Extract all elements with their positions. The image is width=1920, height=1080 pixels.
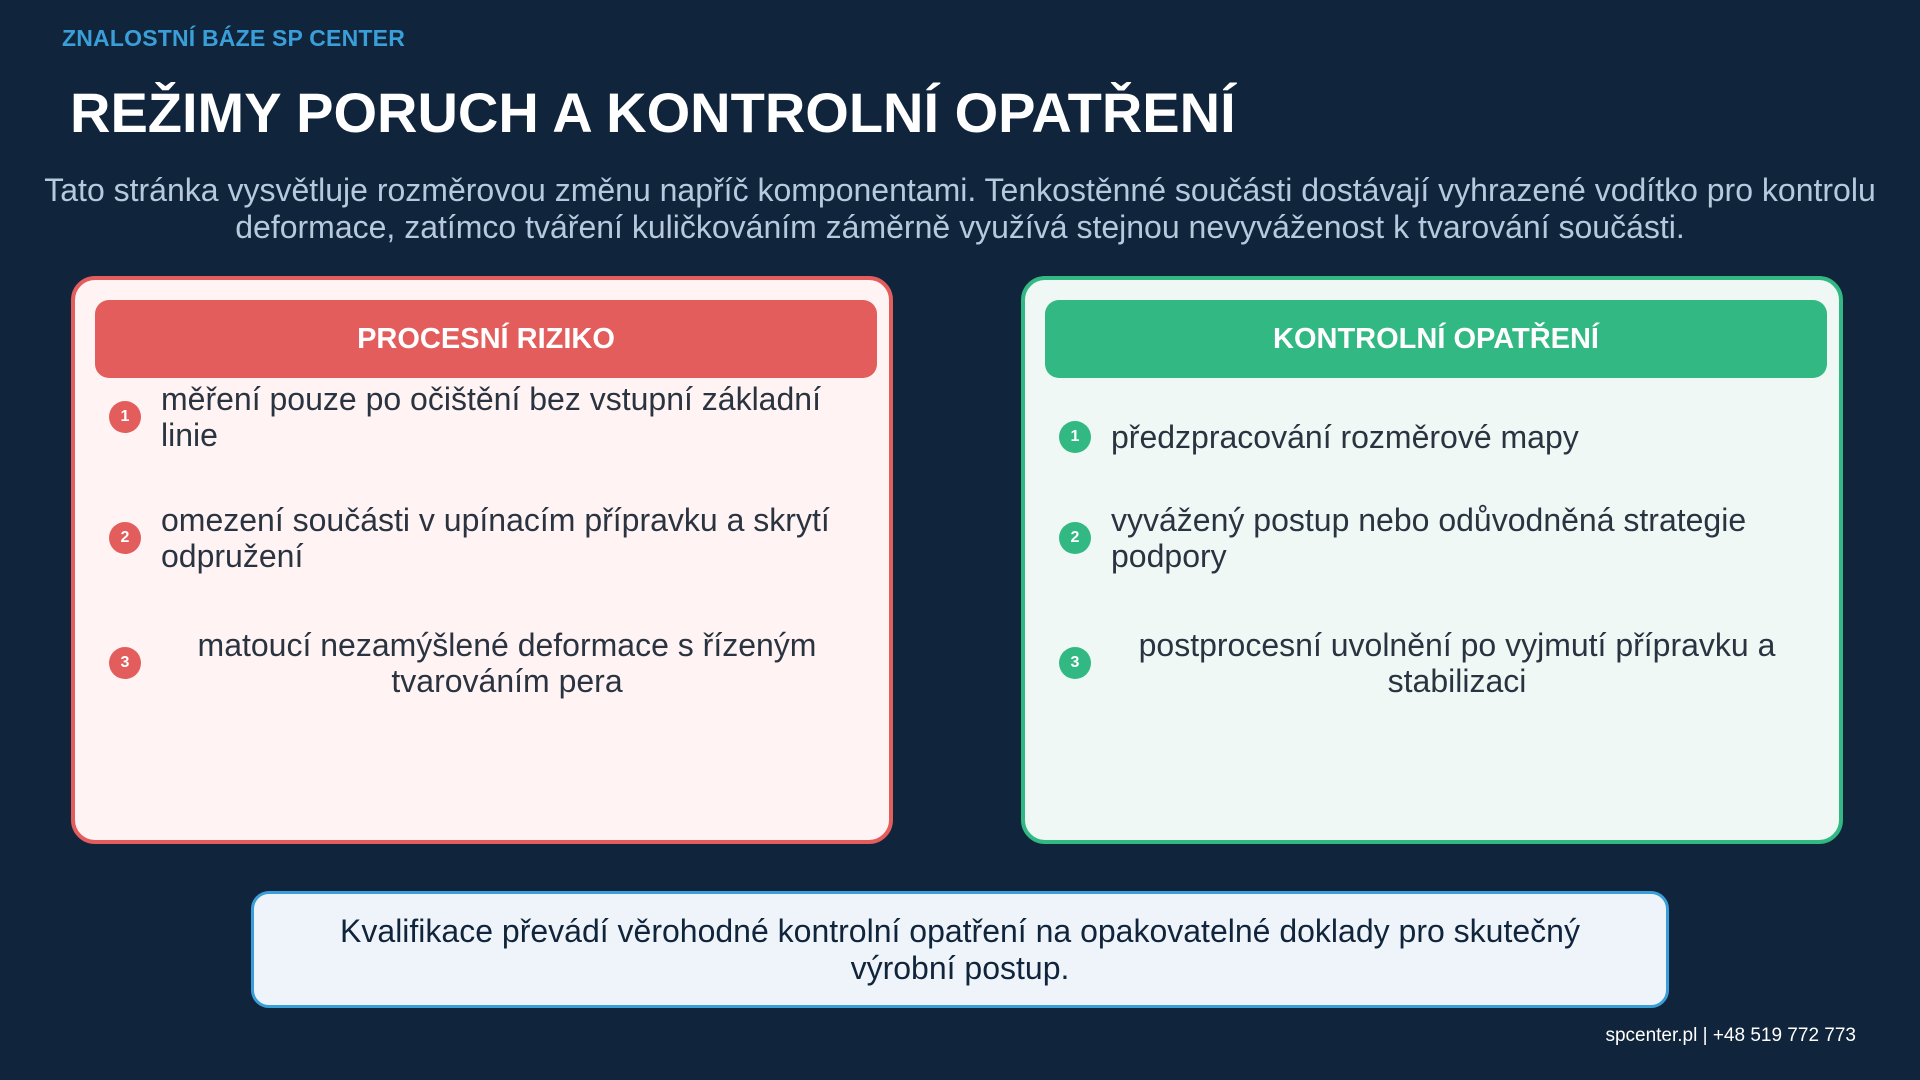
control-item-text: předzpracování rozměrové mapy: [1111, 419, 1579, 455]
control-measures-header: KONTROLNÍ OPATŘENÍ: [1045, 300, 1827, 378]
risk-item-text: matoucí nezamýšlené deformace s řízeným tvarováním pera: [197, 627, 817, 699]
number-badge: 2: [1059, 522, 1091, 554]
contact-info: spcenter.pl | +48 519 772 773: [1605, 1025, 1856, 1046]
process-risk-panel: [71, 276, 893, 844]
risk-item-1: [109, 381, 869, 453]
control-item-2: [1059, 502, 1819, 574]
brand-label: ZNALOSTNÍ BÁZE SP CENTER: [62, 25, 406, 51]
number-badge: 1: [1059, 421, 1091, 453]
control-item-text: postprocesní uvolnění po vyjmutí přípravku a stabilizaci: [1138, 627, 1776, 699]
process-risk-header: PROCESNÍ RIZIKO: [95, 300, 877, 378]
risk-item-2: [109, 502, 869, 574]
intro-text: Tato stránka vysvětluje rozměrovou změnu napříč komponentami. Tenkostěnné součásti dostávají vyhrazené vodítko pro kontrolu deformace, zatímco tváření kuličkováním záměrně využívá stejnou nevyváženost k tvarování součásti.: [44, 172, 1876, 245]
control-item-3: [1059, 627, 1819, 699]
page-title: REŽIMY PORUCH A KONTROLNÍ OPATŘENÍ: [70, 81, 1236, 144]
risk-item-text: omezení součásti v upínacím přípravku a skrytí odpružení: [161, 502, 830, 574]
number-badge: 3: [109, 647, 141, 679]
control-measures-panel: [1021, 276, 1843, 844]
footer-note: Kvalifikace převádí věrohodné kontrolní opatření na opakovatelné doklady pro skutečný výrobní postup.: [251, 891, 1669, 1008]
number-badge: 2: [109, 522, 141, 554]
risk-item-3: [109, 627, 869, 699]
risk-item-text: měření pouze po očištění bez vstupní základní linie: [161, 381, 821, 453]
number-badge: 1: [109, 401, 141, 433]
number-badge: 3: [1059, 647, 1091, 679]
control-item-1: [1059, 419, 1819, 455]
control-item-text: vyvážený postup nebo odůvodněná strategie podpory: [1111, 502, 1747, 574]
